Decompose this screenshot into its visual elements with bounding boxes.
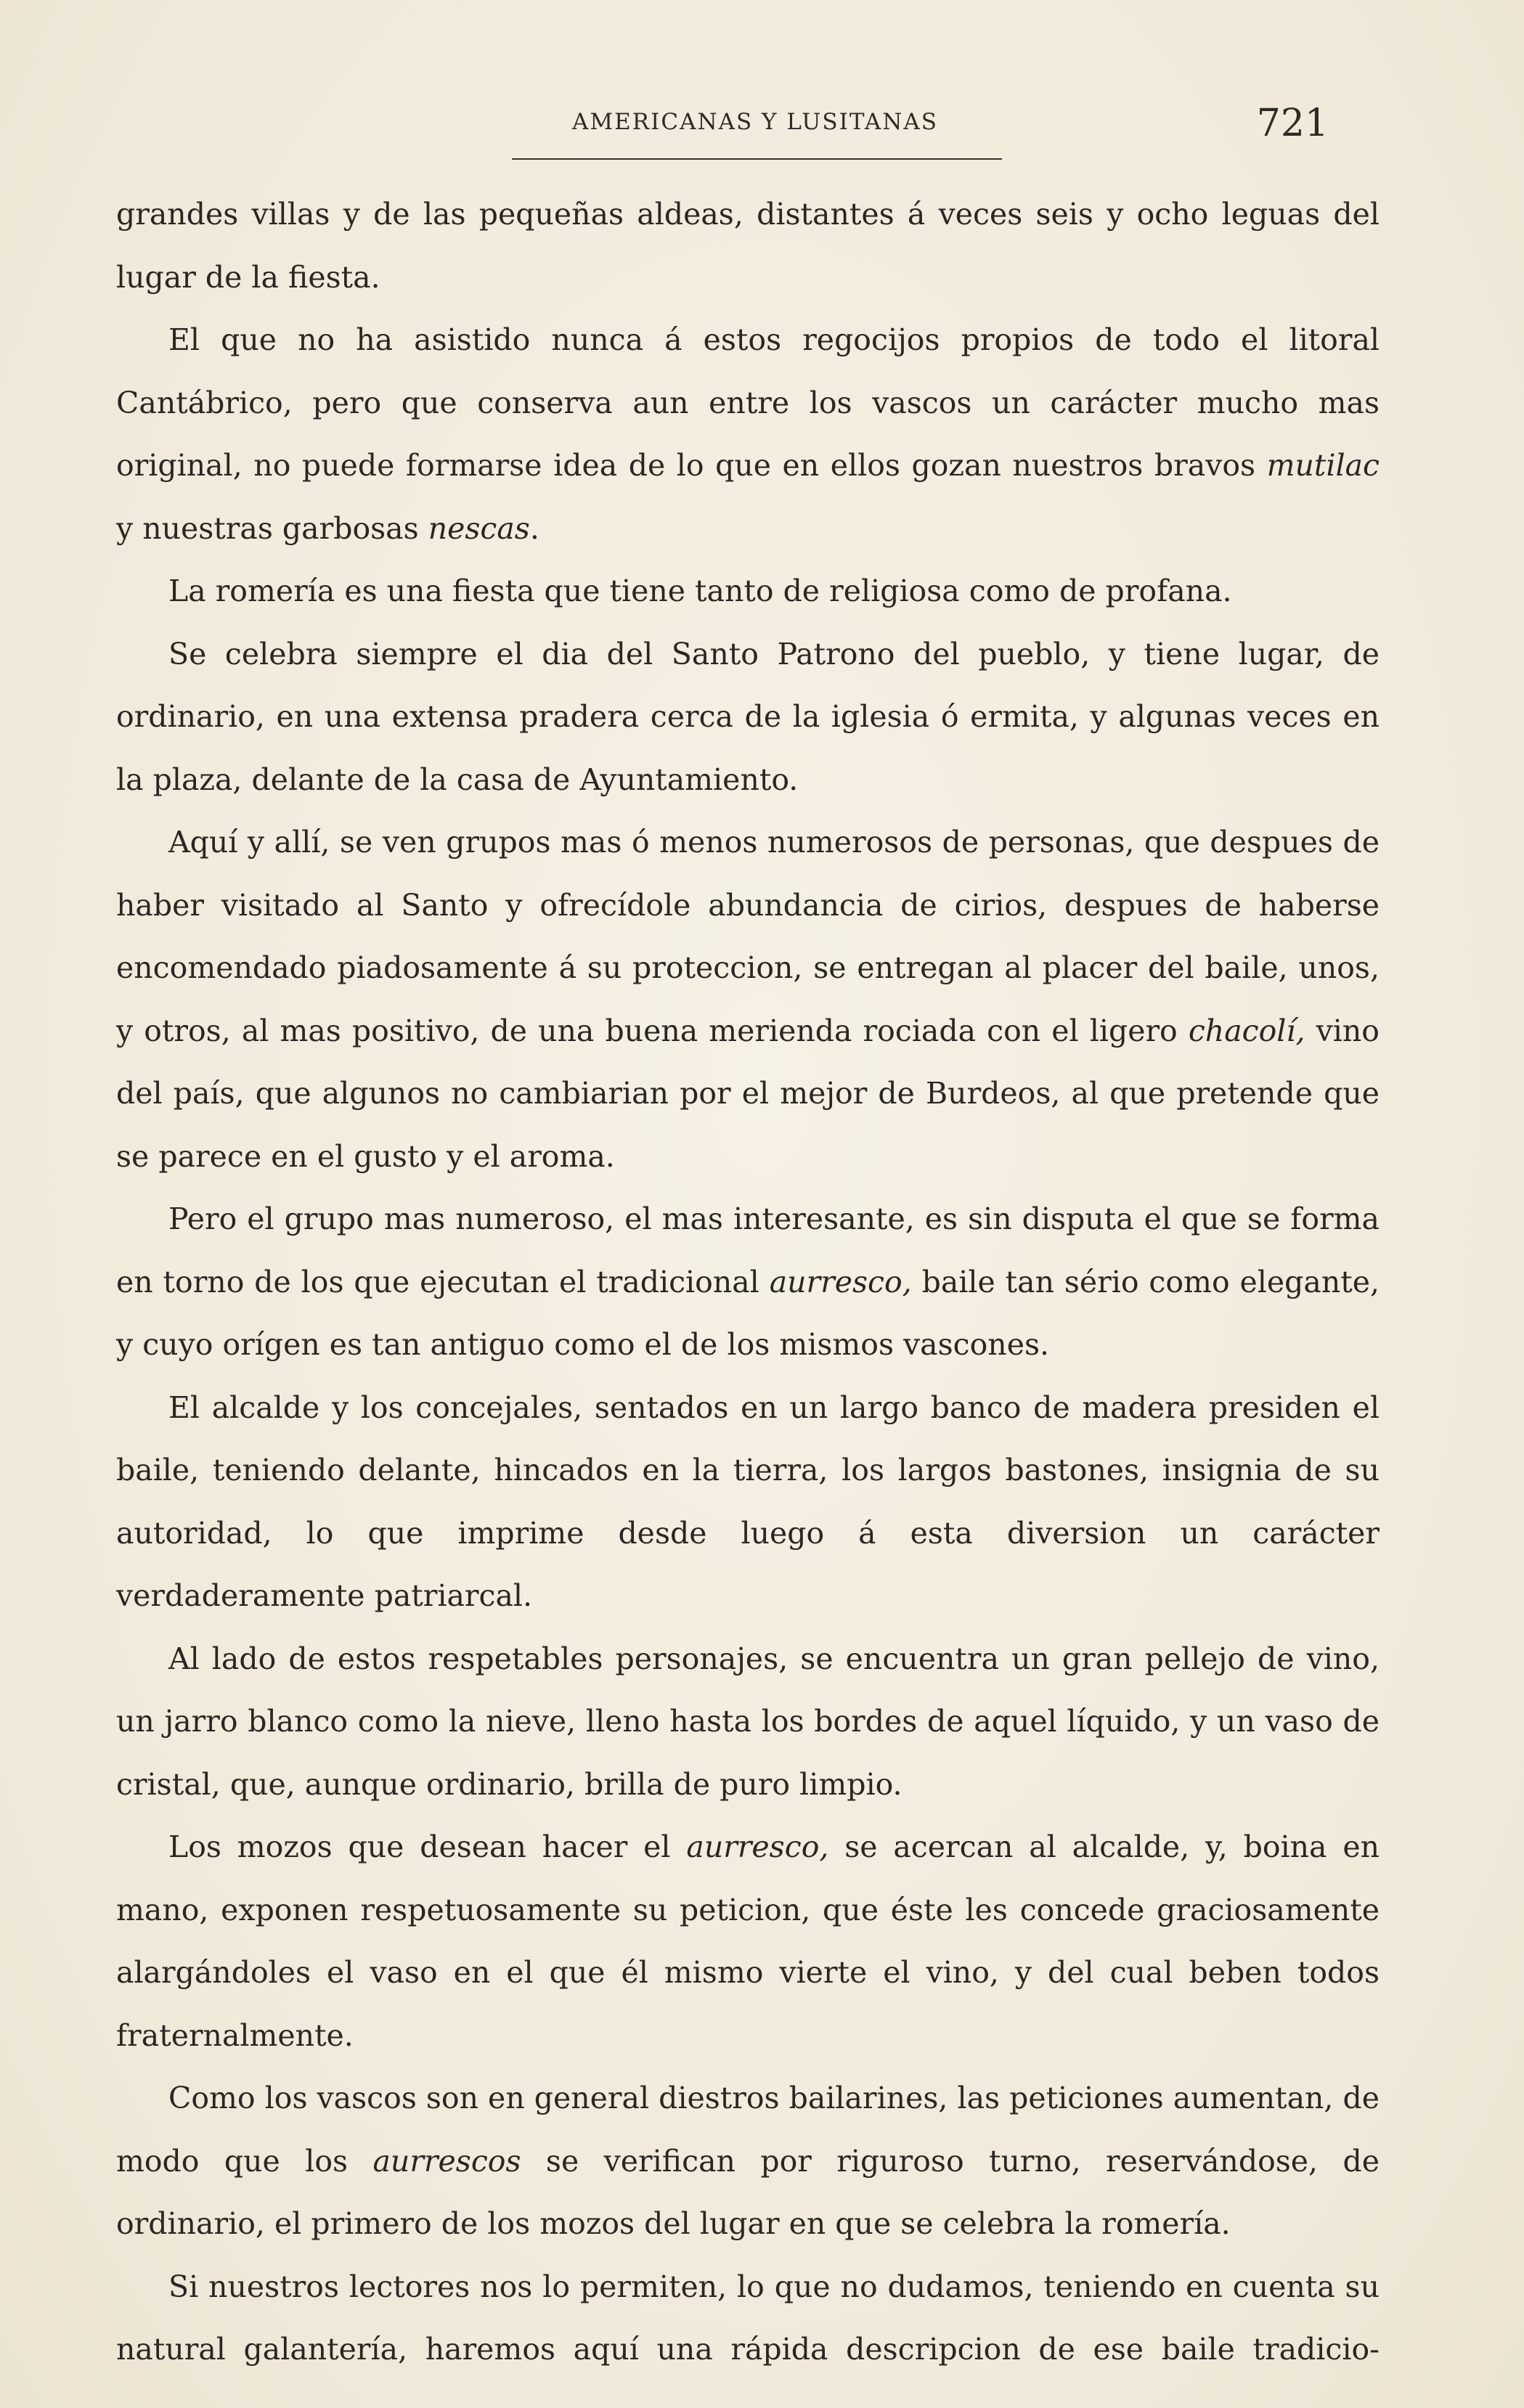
paragraph (116, 560, 1380, 623)
text-run: El alcalde y los concejales, sentados en un largo banco de madera presiden el baile, teniendo delante, hincados en la tierra, los largos bastones, insignia de su autoridad, lo que imprime desde luego á esta diversion un carácter verdaderamente patriarcal. (116, 1389, 1380, 1613)
body-text (116, 183, 1380, 2381)
text-run: baile tan sério como elegante, y cuyo orígen es tan antiguo como el de los mismos vascones. (116, 1264, 1380, 1362)
paragraph (116, 623, 1380, 812)
paragraph (116, 2067, 1380, 2256)
text-run: Si nuestros lectores nos lo permiten, lo que no dudamos, teniendo en cuenta su natural galantería, haremos aquí una rápida descripcion de ese baile tradicio- (116, 2269, 1380, 2367)
text-run: y nuestras garbosas (116, 510, 428, 546)
paragraph (116, 1188, 1380, 1376)
text-run: se verifican por riguroso turno, reservándose, de ordinario, el primero de los mozos del lugar en que se celebra la romería. (116, 2143, 1380, 2241)
paragraph (116, 811, 1380, 1188)
italic-term: nescas (428, 510, 530, 546)
text-run: Aquí y allí, se ven grupos mas ó menos numerosos de personas, que despues de haber visitado al Santo y ofrecídole abundancia de cirios, despues de haberse encomendado piadosamente á su proteccion, se entregan al placer del baile, unos, y otros, al mas positivo, de una buena merienda rociada con el ligero (116, 825, 1380, 1048)
text-run: Al lado de estos respetables personajes, se encuentra un gran pellejo de vino, un jarro blanco como la nieve, lleno hasta los bordes de aquel líquido, y un vaso de cristal, que, aunque ordinario, brilla de puro limpio. (116, 1641, 1380, 1802)
italic-term: chacolí, (1188, 1013, 1305, 1048)
text-run: Pero el grupo mas numeroso, el mas interesante, es sin disputa el que se forma en torno de los que ejecutan el tradicional (116, 1201, 1380, 1299)
text-run: Se celebra siempre el dia del Santo Patrono del pueblo, y tiene lugar, de ordinario, en una extensa pradera cerca de la iglesia ó ermita, y algunas veces en la plaza, delante de la casa de Ayuntamiento. (116, 636, 1380, 797)
page-number: 721 (1256, 102, 1329, 145)
text-run: La romería es una fiesta que tiene tanto de religiosa como de profana. (168, 574, 1232, 608)
text-run: Los mozos que desean hacer el (168, 1829, 687, 1864)
paragraph (116, 2256, 1380, 2381)
paragraph (116, 1628, 1380, 1816)
paragraph (116, 309, 1380, 560)
text-run: grandes villas y de las pequeñas aldeas, distantes á veces seis y ocho leguas del lugar de la fiesta. (116, 197, 1380, 295)
italic-term: aurresco, (686, 1829, 829, 1864)
running-title: AMERICANAS Y LUSITANAS (572, 109, 938, 135)
italic-term: mutilac (1266, 448, 1380, 483)
text-run: . (529, 510, 539, 546)
text-run: El que no ha asistido nunca á estos regocijos propios de todo el litoral Cantábrico, pero que conserva aun entre los vascos un carácter mucho mas original, no puede formarse idea de lo que en ellos gozan nuestros bravos (116, 322, 1380, 483)
text-run: vino del país, que algunos no cambiarian por el mejor de Burdeos, al que pretende que se parece en el gusto y el aroma. (116, 1013, 1380, 1174)
paragraph (116, 1816, 1380, 2067)
italic-term: aurresco, (769, 1264, 912, 1299)
header-rule (512, 158, 1002, 160)
italic-term: aurrescos (372, 2143, 521, 2179)
paragraph (116, 1376, 1380, 1628)
text-run: Como los vascos son en general diestros bailarines, las peticiones aumentan, de modo que los (116, 2081, 1380, 2179)
text-run: se acercan al alcalde, y, boina en mano, exponen respetuosamente su peticion, que éste les concede graciosamente alargándoles el vaso en el que él mismo vierte el vino, y del cual beben todos fraternalmente. (116, 1829, 1380, 2053)
paragraph (116, 183, 1380, 309)
